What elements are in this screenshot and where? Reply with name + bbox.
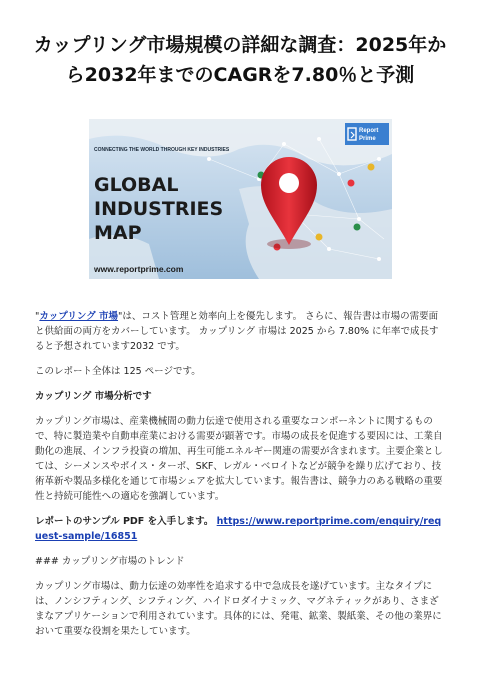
- logo-text-prime: Prime: [359, 136, 376, 142]
- sample-request-link[interactable]: https://www.reportprime.com/enquiry/request-sample/16851: [35, 516, 442, 542]
- intro-paragraph: [35, 309, 447, 354]
- sample-label: レポートのサンプル PDF を入手します。: [35, 516, 214, 527]
- banner-tagline: CONNECTING THE WORLD THROUGH KEY INDUSTRIES: [94, 147, 230, 153]
- analysis-paragraph: カップリング市場は、産業機械間の動力伝達で使用される重要なコンポーネントに関するもので、特に製造業や自動車産業における需要が顕著です。市場の成長を促進する要因には、工業自動化の進展、インフラ投資の増加、再生可能エネルギー関連の需要が含まれます。主要企業としては、シーメンスやボイス・ターボ、SKF、レガル・ベロイトなどが競争を繰り広げており、技術革新や製品多様化を通じて市場シェアを拡大しています。報告書は、競争力のある戦略の重要性と持続可能性への適応を強調しています。: [35, 416, 443, 502]
- page-title: カップリング市場規模の詳細な調査：2025年から2032年までのCAGRを7.80％と予測: [33, 34, 447, 86]
- banner-heading-global: GLOBAL: [94, 174, 179, 196]
- intro-open-quote: ": [35, 311, 40, 322]
- trends-paragraph: カップリング市場は、動力伝達の効率性を追求する中で急成長を遂げています。主なタイプには、ノンシフティング、シフティング、ハイドロダイナミック、マグネティックがあり、さまざまなアプリケーションで利用されています。具体的には、発電、鉱業、製紙業、その他の業界において重要な役割を果たしています。: [35, 581, 442, 637]
- section-heading-analysis: カップリング 市場分析です: [35, 391, 152, 402]
- banner-heading-map: MAP: [94, 222, 142, 244]
- intro-text: "は、コスト管理と効率向上を優先します。 さらに、報告書は市場の需要面と供給面の両方をカバーしています。 カップリング 市場は 2025 から 7.80% に年率で成長すると予想されています2032 です。: [35, 311, 439, 352]
- sample-request-line: [35, 514, 447, 544]
- report-body: [35, 309, 447, 649]
- market-link[interactable]: カップリング 市場: [39, 311, 119, 322]
- global-industries-map-banner: [89, 119, 392, 279]
- section-heading-trends: ### カップリング市場のトレンド: [35, 556, 185, 567]
- page-count-note: このレポート全体は 125 ページです。: [35, 366, 201, 377]
- banner-heading-industries: INDUSTRIES: [94, 198, 224, 220]
- banner-website: www.reportprime.com: [94, 264, 184, 274]
- banner-graphic: [89, 119, 392, 279]
- logo-text-report: Report: [359, 128, 379, 134]
